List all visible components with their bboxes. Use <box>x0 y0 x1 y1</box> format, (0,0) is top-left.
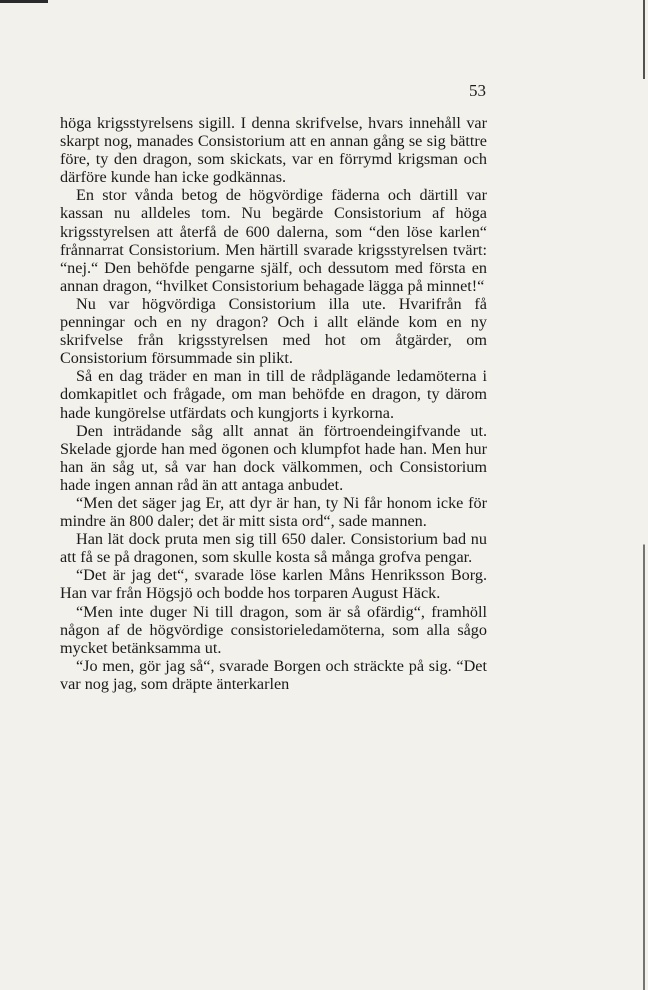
paragraph: “Men det säger jag Er, att dyr är han, ty Ni får honom icke för mindre än 800 daler; det är mitt sista ord“, sade mannen. <box>60 493 487 531</box>
paragraph: “Det är jag det“, svarade löse karlen Måns Henriksson Borg. Han var från Högsjö och bodde hos torparen August Häck. <box>60 566 487 603</box>
paragraph: Så en dag träder en man in till de rådplägande ledamöterna i domkapitlet och frågade, om man behöfde en dragon, ty därom hade kungörelse utfärdats och kungjorts i kyrkorna. <box>60 367 487 422</box>
paragraph: Han lät dock pruta men sig till 650 daler. Consistorium bad nu att få se på dragonen, som skulle kosta så många grofva pengar. <box>60 530 487 567</box>
paragraph: “Jo men, gör jag så“, svarade Borgen och sträckte på sig. “Det var nog jag, som dräpte änterkarlen <box>60 656 487 693</box>
page-number: 53 <box>469 81 486 100</box>
paragraph: “Men inte duger Ni till dragon, som är så ofärdig“, framhöll någon af de högvördige consistorieledamöterna, som alla sågo mycket betänksamma ut. <box>60 602 487 657</box>
paragraph: Den inträdande såg allt annat än förtroendeingifvande ut. Skelade gjorde han med ögonen och klumpfot hade han. Men hur han än såg ut, så var han dock välkommen, och Consistorium hade ingen annan råd än att antaga anbudet. <box>60 421 487 494</box>
paragraph-continued: höga krigsstyrelsens sigill. I denna skrifvelse, hvars innehåll var skarpt nog, manades Consistorium att en annan gång se sig bättre före, ty den dragon, som skickats, var en förrymd krigsman och därföre kunde han icke godkännas. <box>60 114 487 187</box>
paragraph: Nu var högvördiga Consistorium illa ute. Hvarifrån få penningar och en ny dragon? Och i allt elände kom en ny skrifvelse från krigsstyrelsen med hot om åtgärder, om Consistorium försummade sin plikt. <box>60 294 487 368</box>
scan-edge-mark <box>0 0 48 3</box>
body-text <box>60 114 487 693</box>
page-fold-shadow <box>643 0 645 990</box>
paragraph: En stor vånda betog de högvördige fäderna och därtill var kassan nu alldeles tom. Nu begärde Consistorium af höga krigsstyrelsen att återfå de 600 dalerna, som “den löse karlen“ frånnarrat Consistorium. Men härtill svarade krigsstyrelsen tvärt: “nej.“ Den behöfde pengarne själf, och dessutom med första en annan dragon, “hvilket Consistorium behagade lägga på minnet!“ <box>60 186 487 295</box>
